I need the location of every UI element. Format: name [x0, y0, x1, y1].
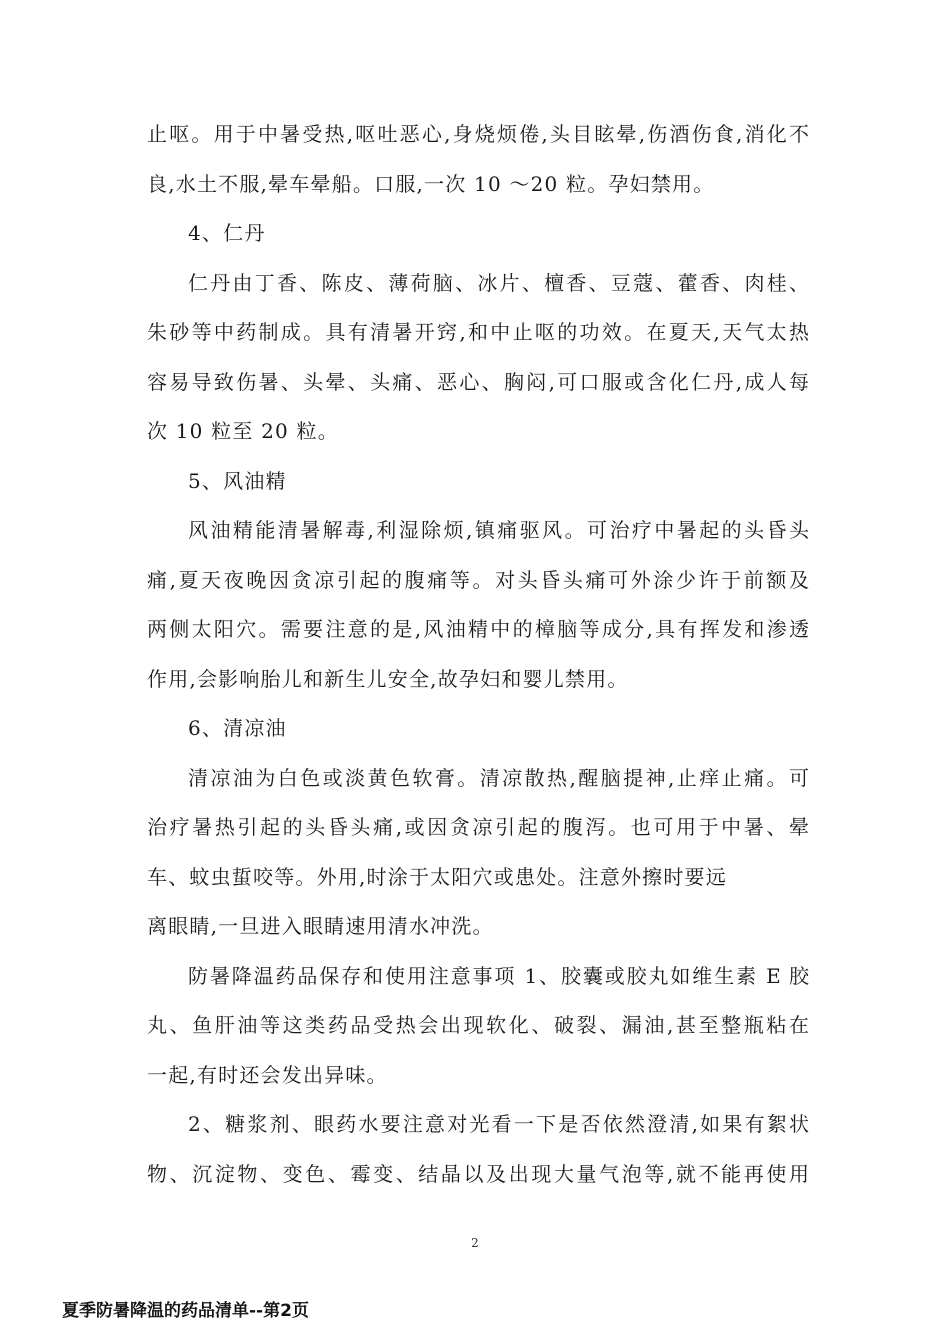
text-line: 仁丹由丁香、陈皮、薄荷脑、冰片、檀香、豆蔻、藿香、肉桂、: [188, 270, 809, 295]
text-line: 止呕。用于中暑受热,呕吐恶心,身烧烦倦,头目眩晕,伤酒伤食,消化不: [147, 122, 809, 146]
text-line: 容易导致伤暑、头晕、头痛、恶心、胸闷,可口服或含化仁丹,成人每: [147, 369, 809, 394]
text-line: 作用,会影响胎儿和新生儿安全,故孕妇和婴儿禁用。: [147, 666, 629, 691]
text-line: 朱砂等中药制成。具有清暑开窍,和中止呕的功效。在夏天,天气太热: [147, 320, 809, 344]
text-line: 5、风油精: [188, 468, 287, 493]
text-line: 一起,有时还会发出异味。: [147, 1062, 388, 1087]
text-line: 4、仁丹: [188, 221, 266, 245]
page-number: 2: [471, 1236, 479, 1250]
text-line: 6、清凉油: [188, 716, 287, 740]
text-line: 离眼睛,一旦进入眼睛速用清水冲洗。: [147, 914, 494, 938]
text-line: 治疗暑热引起的头昏头痛,或因贪凉引起的腹泻。也可用于中暑、晕: [147, 815, 809, 839]
text-line: 风油精能清暑解毒,利湿除烦,镇痛驱风。可治疗中暑起的头昏头: [188, 518, 809, 542]
text-line: 良,水土不服,晕车晕船。口服,一次 10 ～20 粒。孕妇禁用。: [147, 171, 715, 196]
text-line: 物、沉淀物、变色、霉变、结晶以及出现大量气泡等,就不能再使用: [147, 1161, 809, 1186]
document-body: [147, 110, 809, 1199]
text-line: 丸、鱼肝油等这类药品受热会出现软化、破裂、漏油,甚至整瓶粘在: [147, 1013, 809, 1037]
text-line: 次 10 粒至 20 粒。: [147, 419, 339, 443]
text-line: 2、糖浆剂、眼药水要注意对光看一下是否依然澄清,如果有絮状: [188, 1112, 809, 1136]
text-line: 车、蚊虫蜇咬等。外用,时涂于太阳穴或患处。注意外擦时要远: [147, 864, 727, 889]
text-line: 痛,夏天夜晚因贪凉引起的腹痛等。对头昏头痛可外涂少许于前额及: [147, 567, 809, 592]
footer-title: 夏季防暑降温的药品清单--第2页: [62, 1301, 309, 1321]
text-line: 两侧太阳穴。需要注意的是,风油精中的樟脑等成分,具有挥发和渗透: [147, 617, 809, 641]
text-line: 清凉油为白色或淡黄色软膏。清凉散热,醒脑提神,止痒止痛。可: [188, 765, 809, 790]
text-line: 防暑降温药品保存和使用注意事项 1、胶囊或胶丸如维生素 E 胶: [188, 963, 809, 988]
